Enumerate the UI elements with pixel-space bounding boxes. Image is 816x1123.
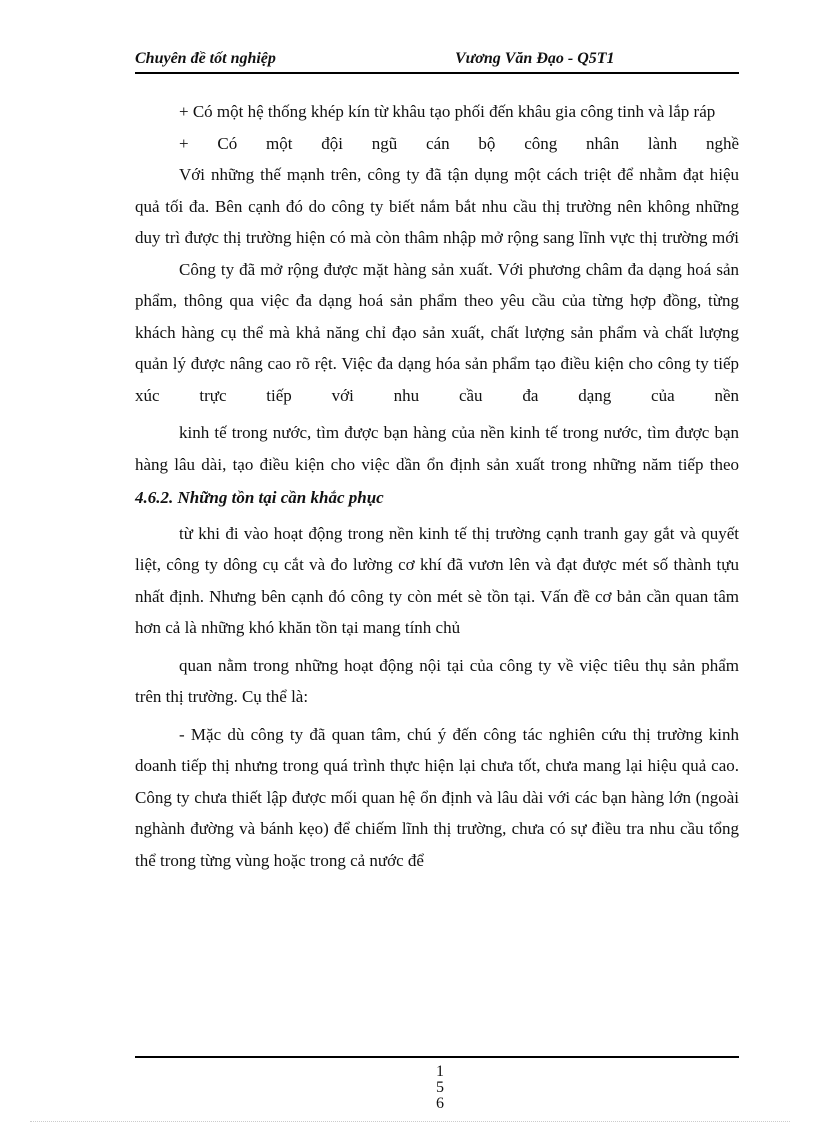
page-number-digit: 1: [436, 1063, 444, 1080]
section-heading: 4.6.2. Những tồn tại cần khắc phục: [135, 488, 384, 507]
page-number-digit: 6: [436, 1095, 444, 1112]
paragraph-1: + Có một hệ thống khép kín từ khâu tạo phối đến khâu gia công tinh và lắp ráp: [179, 102, 716, 121]
paragraph-4: Công ty đã mở rộng được mặt hàng sản xuất. Với phương châm đa dạng hoá sản phẩm, thông qua việc đa dạng hoá sản phẩm theo yêu cầu của từng hợp đồng, từng khách hàng cụ thể mà khả năng chỉ đạo sản xuất, chất lượng sản phẩm và chất lượng quản lý được nâng cao rõ rệt. Việc đa dạng hóa sản phẩm tạo điều kiện cho công ty tiếp xúc trực tiếp với nhu cầu đa dạng của nền: [135, 259, 739, 405]
header-title: Chuyên đề tốt nghiệp: [135, 50, 276, 67]
paragraph-2: + Có một đội ngũ cán bộ công nhân lành nghề: [179, 133, 739, 153]
paragraph-5: kinh tế trong nước, tìm được bạn hàng của nền kinh tế trong nước, tìm được bạn hàng lâu dài, tạo điều kiện cho việc dần ổn định sản xuất trong những năm tiếp theo: [135, 423, 739, 474]
page-number: [430, 1064, 450, 1112]
header-author: Vương Văn Đạo - Q5T1: [455, 50, 615, 67]
paragraph-7: quan nằm trong những hoạt động nội tại của công ty về việc tiêu thụ sản phẩm trên thị trường. Cụ thể là:: [135, 655, 739, 706]
header-rule: [135, 72, 739, 74]
paragraph-6: từ khi đi vào hoạt động trong nền kinh tế thị trường cạnh tranh gay gắt và quyết liệt, công ty dông cụ cắt và đo lường cơ khí đã vươn lên và đạt được mét số thành tựu nhất định. Nhưng bên cạnh đó công ty còn mét sè tồn tại. Vấn đề cơ bản cần quan tâm hơn cả là những khó khăn tồn tại mang tính chủ: [135, 523, 739, 637]
bottom-dotted-line: [30, 1121, 790, 1122]
document-body: [135, 96, 739, 876]
paragraph-8: - Mặc dù công ty đã quan tâm, chú ý đến công tác nghiên cứu thị trường kinh doanh tiếp thị nhưng trong quá trình thực hiện lại chưa tốt, chưa mang lại hiệu quả cao. Công ty chưa thiết lập được mối quan hệ ổn định và lâu dài với các bạn hàng lớn (ngoài nghành đường và bánh kẹo) để chiếm lĩnh thị trường, chưa có sự điều tra nhu cầu tổng thể trong từng vùng hoặc trong cả nước để: [135, 724, 739, 870]
page-number-digit: 5: [436, 1079, 444, 1096]
page-header: [135, 48, 739, 72]
paragraph-3: Với những thế mạnh trên, công ty đã tận dụng một cách triệt để nhằm đạt hiệu quả tối đa. Bên cạnh đó do công ty biết nắm bắt nhu cầu thị trường nên không những duy trì được thị trường hiện có mà còn thâm nhập mở rộng sang lĩnh vực thị trường mới: [135, 165, 739, 247]
footer-rule: [135, 1056, 739, 1058]
